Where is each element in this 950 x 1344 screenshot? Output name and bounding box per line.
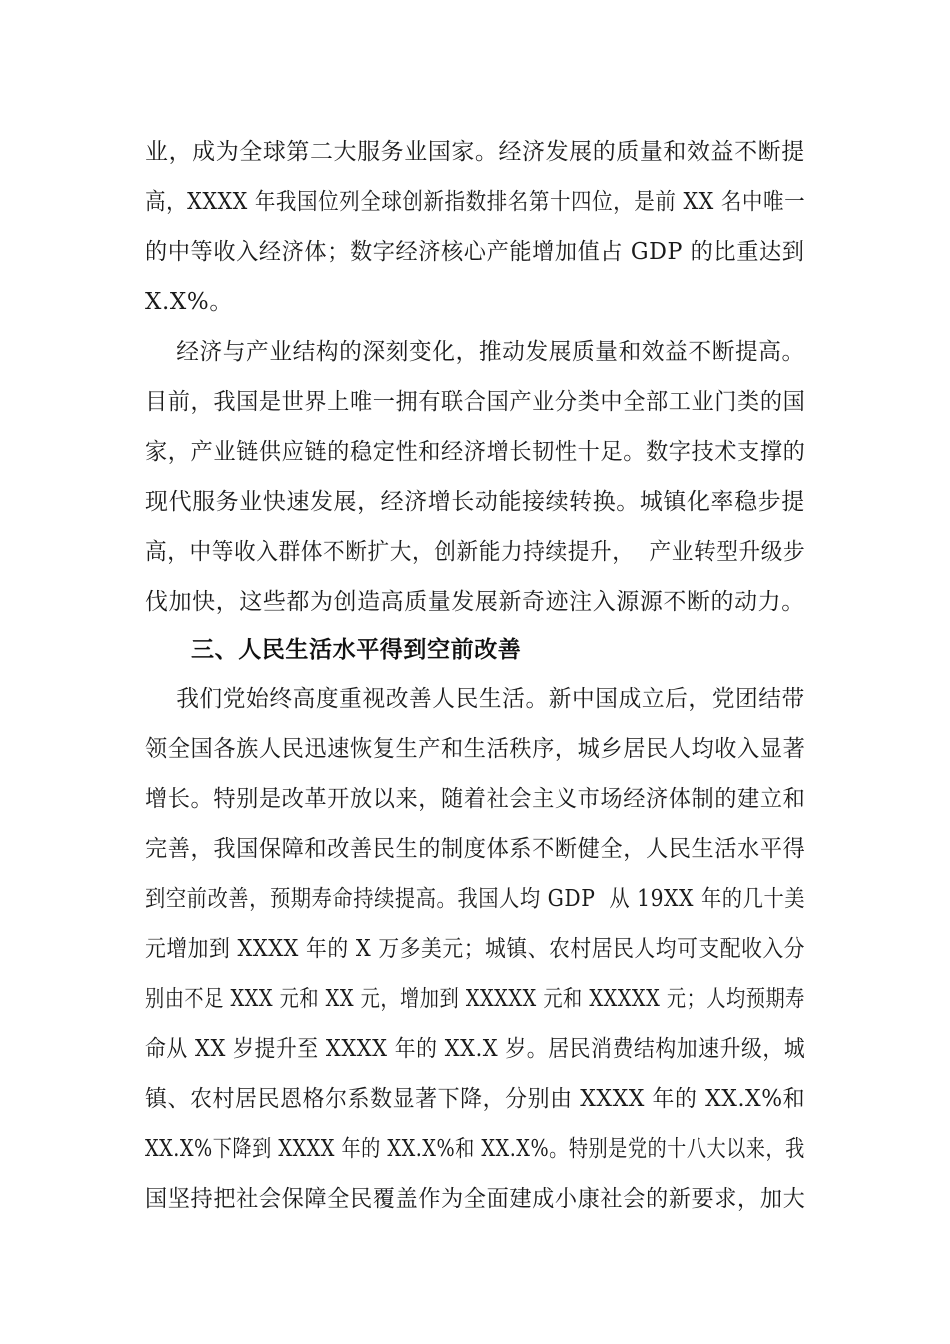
paragraph-3-line: XX.X%下降到 XXXX 年的 XX.X%和 XX.X%。特别是党的十八大以来，我	[145, 1136, 805, 1162]
paragraph-3-line: 命从 XX 岁提升至 XXXX 年的 XX.X 岁。居民消费结构加速升级，城	[145, 1036, 806, 1062]
paragraph-3-line: 元增加到 XXXX 年的 X 万多美元；城镇、农村居民人均可支配收入分	[145, 936, 806, 962]
paragraph-3-line: 镇、农村居民恩格尔系数显著下降，分别由 XXXX 年的 XX.X%和	[145, 1086, 806, 1112]
paragraph-3-line: 别由不足 XXX 元和 XX 元，增加到 XXXXX 元和 XXXXX 元；人均预期寿	[145, 986, 805, 1012]
paragraph-1-line: 高，XXXX 年我国位列全球创新指数排名第十四位，是前 XX 名中唯一	[145, 189, 806, 215]
paragraph-3-line: 到空前改善，预期寿命持续提高。我国人均 GDP 从 19XX 年的几十美	[145, 886, 806, 912]
paragraph-1-line: 业，成为全球第二大服务业国家。经济发展的质量和效益不断提	[145, 139, 805, 165]
paragraph-1-line: 的中等收入经济体；数字经济核心产能增加值占 GDP 的比重达到	[145, 239, 805, 265]
paragraph-2-line: 伐加快，这些都为创造高质量发展新奇迹注入源源不断的动力。	[145, 589, 805, 615]
paragraph-3-line: 增长。特别是改革开放以来，随着社会主义市场经济体制的建立和	[145, 786, 806, 812]
paragraph-1-line: X.X%。	[145, 289, 233, 315]
paragraph-2-line: 现代服务业快速发展，经济增长动能接续转换。城镇化率稳步提	[145, 489, 805, 515]
paragraph-3-line: 领全国各族人民迅速恢复生产和生活秩序，城乡居民人均收入显著	[145, 736, 806, 762]
paragraph-2-line: 家，产业链供应链的稳定性和经济增长韧性十足。数字技术支撑的	[145, 439, 806, 465]
paragraph-3-line: 国坚持把社会保障全民覆盖作为全面建成小康社会的新要求，加大	[145, 1186, 806, 1212]
paragraph-3-line: 完善，我国保障和改善民生的制度体系不断健全，人民生活水平得	[145, 836, 806, 862]
paragraph-2-line: 高，中等收入群体不断扩大，创新能力持续提升， 产业转型升级步	[145, 539, 806, 565]
section-heading: 三、人民生活水平得到空前改善	[191, 637, 522, 663]
paragraph-3-line: 我们党始终高度重视改善人民生活。新中国成立后，党团结带	[145, 686, 805, 712]
paragraph-2-line: 经济与产业结构的深刻变化，推动发展质量和效益不断提高。	[145, 339, 805, 365]
paragraph-2-line: 目前，我国是世界上唯一拥有联合国产业分类中全部工业门类的国	[145, 389, 806, 415]
